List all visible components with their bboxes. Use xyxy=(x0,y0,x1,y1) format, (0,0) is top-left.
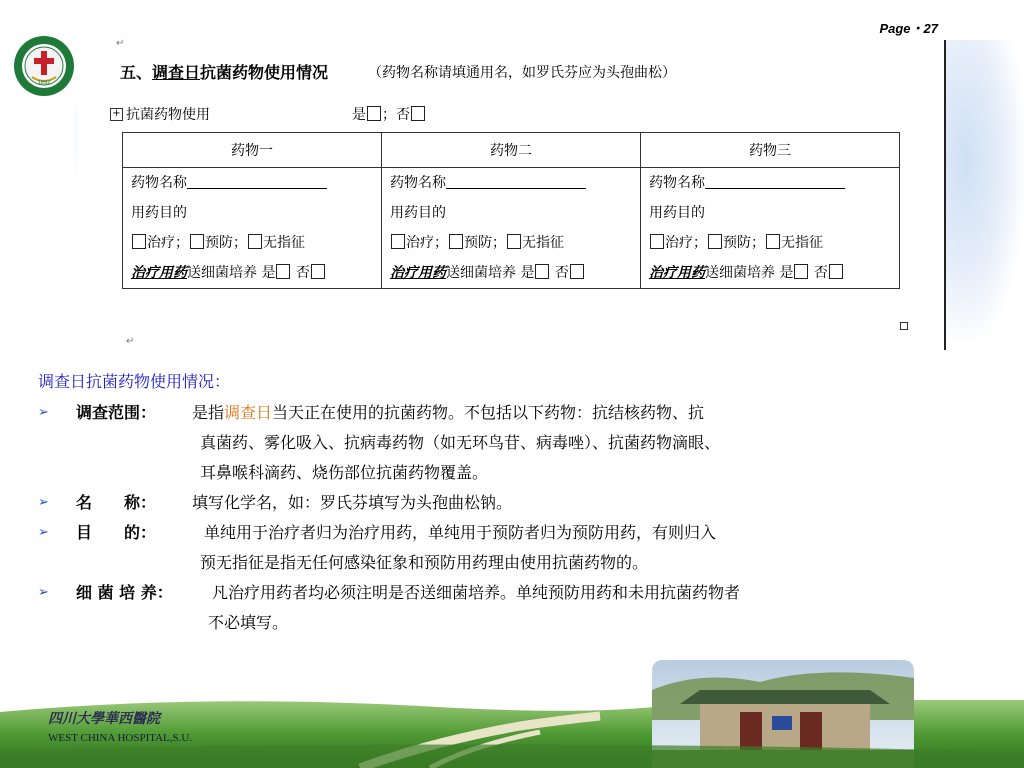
item-label: 目 的： xyxy=(76,523,157,542)
treatment-label: 治疗 xyxy=(665,235,693,251)
separator: ； xyxy=(382,107,396,123)
drug-cell-1: 药物名称 用药目的 治疗； 预防； 无指征 治疗用药送细菌培养 是 否 xyxy=(123,168,382,289)
footer-hospital-english: WEST CHINA HOSPITAL,S.U. xyxy=(48,732,193,744)
treatment-label: 治疗 xyxy=(147,235,175,251)
item-continuation: 预无指征是指无任何感染征象和预防用药理由使用抗菌药物的。 xyxy=(200,553,649,572)
prevention-checkbox[interactable] xyxy=(449,234,463,249)
no-indication-label: 无指征 xyxy=(263,235,305,251)
item-text: 当天正在使用的抗菌药物。不包括以下药物：抗结核药物、抗 xyxy=(272,403,705,422)
prevention-checkbox[interactable] xyxy=(708,234,722,249)
prevention-label: 预防 xyxy=(723,235,751,251)
treatment-checkbox[interactable] xyxy=(132,234,146,249)
logo-year: 1892 xyxy=(37,80,51,86)
culture-no-label: 否 xyxy=(554,265,569,281)
item-label: 调查范围： xyxy=(76,403,157,422)
item-text: 单纯用于治疗者归为治疗用药，单纯用于预防者归为预防用药，有则归入 xyxy=(204,523,717,542)
antibiotic-use-row xyxy=(110,104,910,126)
drug-name-label: 药物名称 xyxy=(131,175,187,191)
item-label: 名 称： xyxy=(76,493,157,512)
drug-name-field[interactable] xyxy=(446,174,586,189)
col-header-drug-2: 药物二 xyxy=(382,133,641,168)
treatment-checkbox[interactable] xyxy=(391,234,405,249)
culture-yes-checkbox[interactable] xyxy=(794,264,808,279)
yes-checkbox[interactable] xyxy=(367,106,381,121)
west-china-hospital-emblem-icon xyxy=(12,21,76,111)
prevention-label: 预防 xyxy=(205,235,233,251)
decorative-glow xyxy=(940,40,1024,340)
item-highlight: 调查日 xyxy=(224,403,273,422)
purpose-label: 用药目的 xyxy=(131,205,187,221)
treatment-drug-label: 治疗用药 xyxy=(131,265,187,281)
heading-prefix: 五、 xyxy=(120,63,153,82)
page-number: Page・27 xyxy=(879,21,938,36)
culture-yes-checkbox[interactable] xyxy=(276,264,290,279)
heading-underlined: 调查日 xyxy=(152,63,201,82)
drug-name-field[interactable] xyxy=(187,174,327,189)
explanation-item-name xyxy=(38,488,998,518)
item-continuation: 不必填写。 xyxy=(208,613,289,632)
questionnaire-image xyxy=(78,40,946,350)
use-yes-no xyxy=(352,104,426,124)
prevention-label: 预防 xyxy=(464,235,492,251)
doc-note: （药物名称请填通用名，如罗氏芬应为头孢曲松） xyxy=(368,65,676,81)
no-indication-label: 无指征 xyxy=(522,235,564,251)
no-indication-label: 无指征 xyxy=(781,235,823,251)
culture-label: 送细菌培养 xyxy=(705,265,775,281)
treatment-drug-label: 治疗用药 xyxy=(390,265,446,281)
heading-rest: 抗菌药物使用情况 xyxy=(200,63,329,82)
no-checkbox[interactable] xyxy=(411,106,425,121)
no-indication-checkbox[interactable] xyxy=(507,234,521,249)
explanation-title: 调查日抗菌药物使用情况： xyxy=(38,372,231,391)
treatment-checkbox[interactable] xyxy=(650,234,664,249)
bullet-arrow-icon: ➢ xyxy=(38,405,49,420)
bullet-arrow-icon: ➢ xyxy=(38,585,49,600)
table-header-row xyxy=(123,133,900,168)
prevention-checkbox[interactable] xyxy=(190,234,204,249)
culture-yes-label: 是 xyxy=(261,265,276,281)
drug-name-field[interactable] xyxy=(705,174,845,189)
explanation-item-scope xyxy=(38,398,998,488)
explanation-item-purpose xyxy=(38,518,998,578)
drug-cell-3: 药物名称 用药目的 治疗； 预防； 无指征 治疗用药送细菌培养 是 否 xyxy=(641,168,900,289)
item-text: 凡治疗用药者均必须注明是否送细菌培养。单纯预防用药和未用抗菌药物者 xyxy=(212,583,741,602)
table-move-handle-icon[interactable]: + xyxy=(110,108,123,121)
item-text: 填写化学名，如：罗氏芬填写为头孢曲松钠。 xyxy=(192,493,513,512)
culture-no-label: 否 xyxy=(295,265,310,281)
purpose-label: 用药目的 xyxy=(390,205,446,221)
culture-no-checkbox[interactable] xyxy=(829,264,843,279)
culture-yes-checkbox[interactable] xyxy=(535,264,549,279)
col-header-drug-1: 药物一 xyxy=(123,133,382,168)
table-resize-handle-icon[interactable] xyxy=(900,322,908,330)
paragraph-mark: ↵ xyxy=(116,38,125,49)
drug-name-label: 药物名称 xyxy=(390,175,446,191)
col-header-drug-3: 药物三 xyxy=(641,133,900,168)
treatment-label: 治疗 xyxy=(406,235,434,251)
culture-yes-label: 是 xyxy=(779,265,794,281)
treatment-drug-label: 治疗用药 xyxy=(649,265,705,281)
purpose-label: 用药目的 xyxy=(649,205,705,221)
drug-cell-2: 药物名称 用药目的 治疗； 预防； 无指征 治疗用药送细菌培养 是 否 xyxy=(382,168,641,289)
table-body-row xyxy=(123,168,900,289)
drug-name-label: 药物名称 xyxy=(649,175,705,191)
culture-yes-label: 是 xyxy=(520,265,535,281)
yes-label: 是 xyxy=(352,107,366,123)
culture-no-checkbox[interactable] xyxy=(570,264,584,279)
item-text: 是指 xyxy=(192,403,225,422)
culture-label: 送细菌培养 xyxy=(187,265,257,281)
no-label: 否 xyxy=(396,107,410,123)
item-label: 细 菌 培 养： xyxy=(76,583,173,602)
paragraph-mark: ↵ xyxy=(126,336,135,347)
footer-hospital-name: 四川大學華西醫院 xyxy=(48,711,160,727)
drug-table xyxy=(122,132,900,289)
no-indication-checkbox[interactable] xyxy=(766,234,780,249)
item-continuation: 耳鼻喉科滴药、烧伤部位抗菌药物覆盖。 xyxy=(200,463,489,482)
explanation-section xyxy=(38,366,998,638)
use-label: 抗菌药物使用 xyxy=(126,107,210,123)
item-continuation: 真菌药、雾化吸入、抗病毒药物（如无环鸟苷、病毒唑）、抗菌药物滴眼、 xyxy=(200,433,721,452)
culture-no-label: 否 xyxy=(813,265,828,281)
no-indication-checkbox[interactable] xyxy=(248,234,262,249)
explanation-item-culture xyxy=(38,578,998,638)
bullet-arrow-icon: ➢ xyxy=(38,525,49,540)
bullet-arrow-icon: ➢ xyxy=(38,495,49,510)
culture-no-checkbox[interactable] xyxy=(311,264,325,279)
doc-heading xyxy=(120,60,328,83)
culture-label: 送细菌培养 xyxy=(446,265,516,281)
